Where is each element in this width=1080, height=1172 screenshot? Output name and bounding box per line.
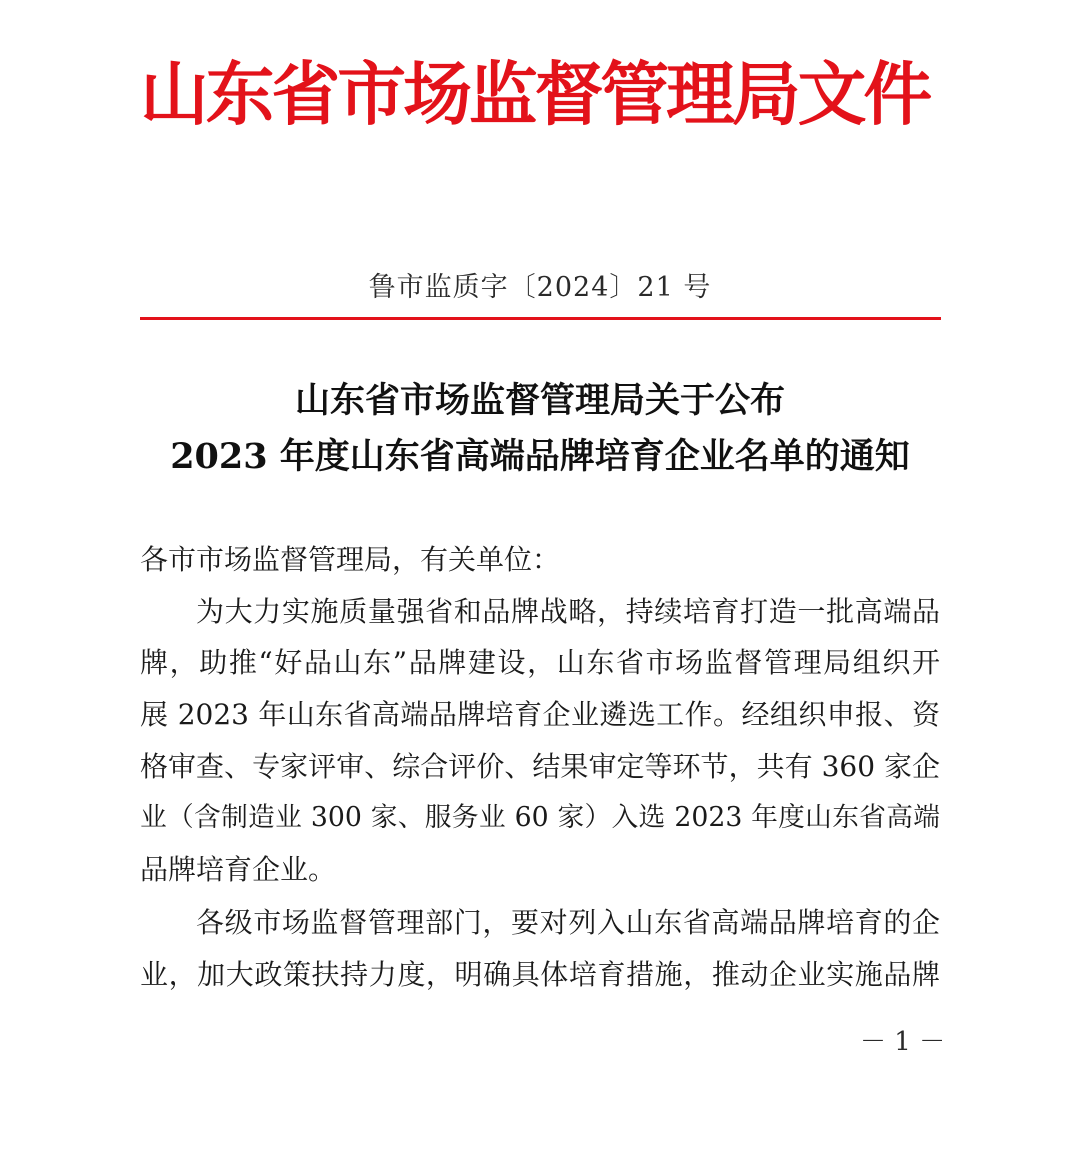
notice-title-line-1: 山东省市场监督管理局关于公布 bbox=[294, 380, 785, 421]
red-divider-line bbox=[140, 317, 941, 320]
paragraph-1-line-6: 品牌培育企业。 bbox=[140, 853, 337, 886]
masthead-title: 山东省市场监督管理局文件 bbox=[140, 55, 930, 135]
paragraph-1-line-5: 业（含制造业 300 家、服务业 60 家）入选 2023 年度山东省高端 bbox=[140, 802, 940, 833]
salutation: 各市市场监督管理局，有关单位： bbox=[140, 543, 561, 576]
document-number: 鲁市监质字〔2024〕21 号 bbox=[368, 272, 712, 303]
paragraph-2-line-1: 各级市场监督管理部门，要对列入山东省高端品牌培育的企 bbox=[196, 906, 940, 939]
paragraph-1-line-1: 为大力实施质量强省和品牌战略，持续培育打造一批高端品 bbox=[196, 595, 940, 628]
paragraph-1-line-2: 牌，助推“好品山东”品牌建设，山东省市场监督管理局组织开 bbox=[140, 646, 940, 679]
paragraph-2-line-2: 业，加大政策扶持力度，明确具体培育措施，推动企业实施品牌 bbox=[140, 958, 940, 991]
paragraph-1-line-3: 展 2023 年山东省高端品牌培育企业遴选工作。经组织申报、资 bbox=[140, 698, 940, 731]
paragraph-1-line-4: 格审查、专家评审、综合评价、结果审定等环节，共有 360 家企 bbox=[140, 750, 940, 783]
page-number: － 1 － bbox=[860, 1027, 946, 1057]
notice-title-line-2: 2023 年度山东省高端品牌培育企业名单的通知 bbox=[170, 436, 910, 477]
